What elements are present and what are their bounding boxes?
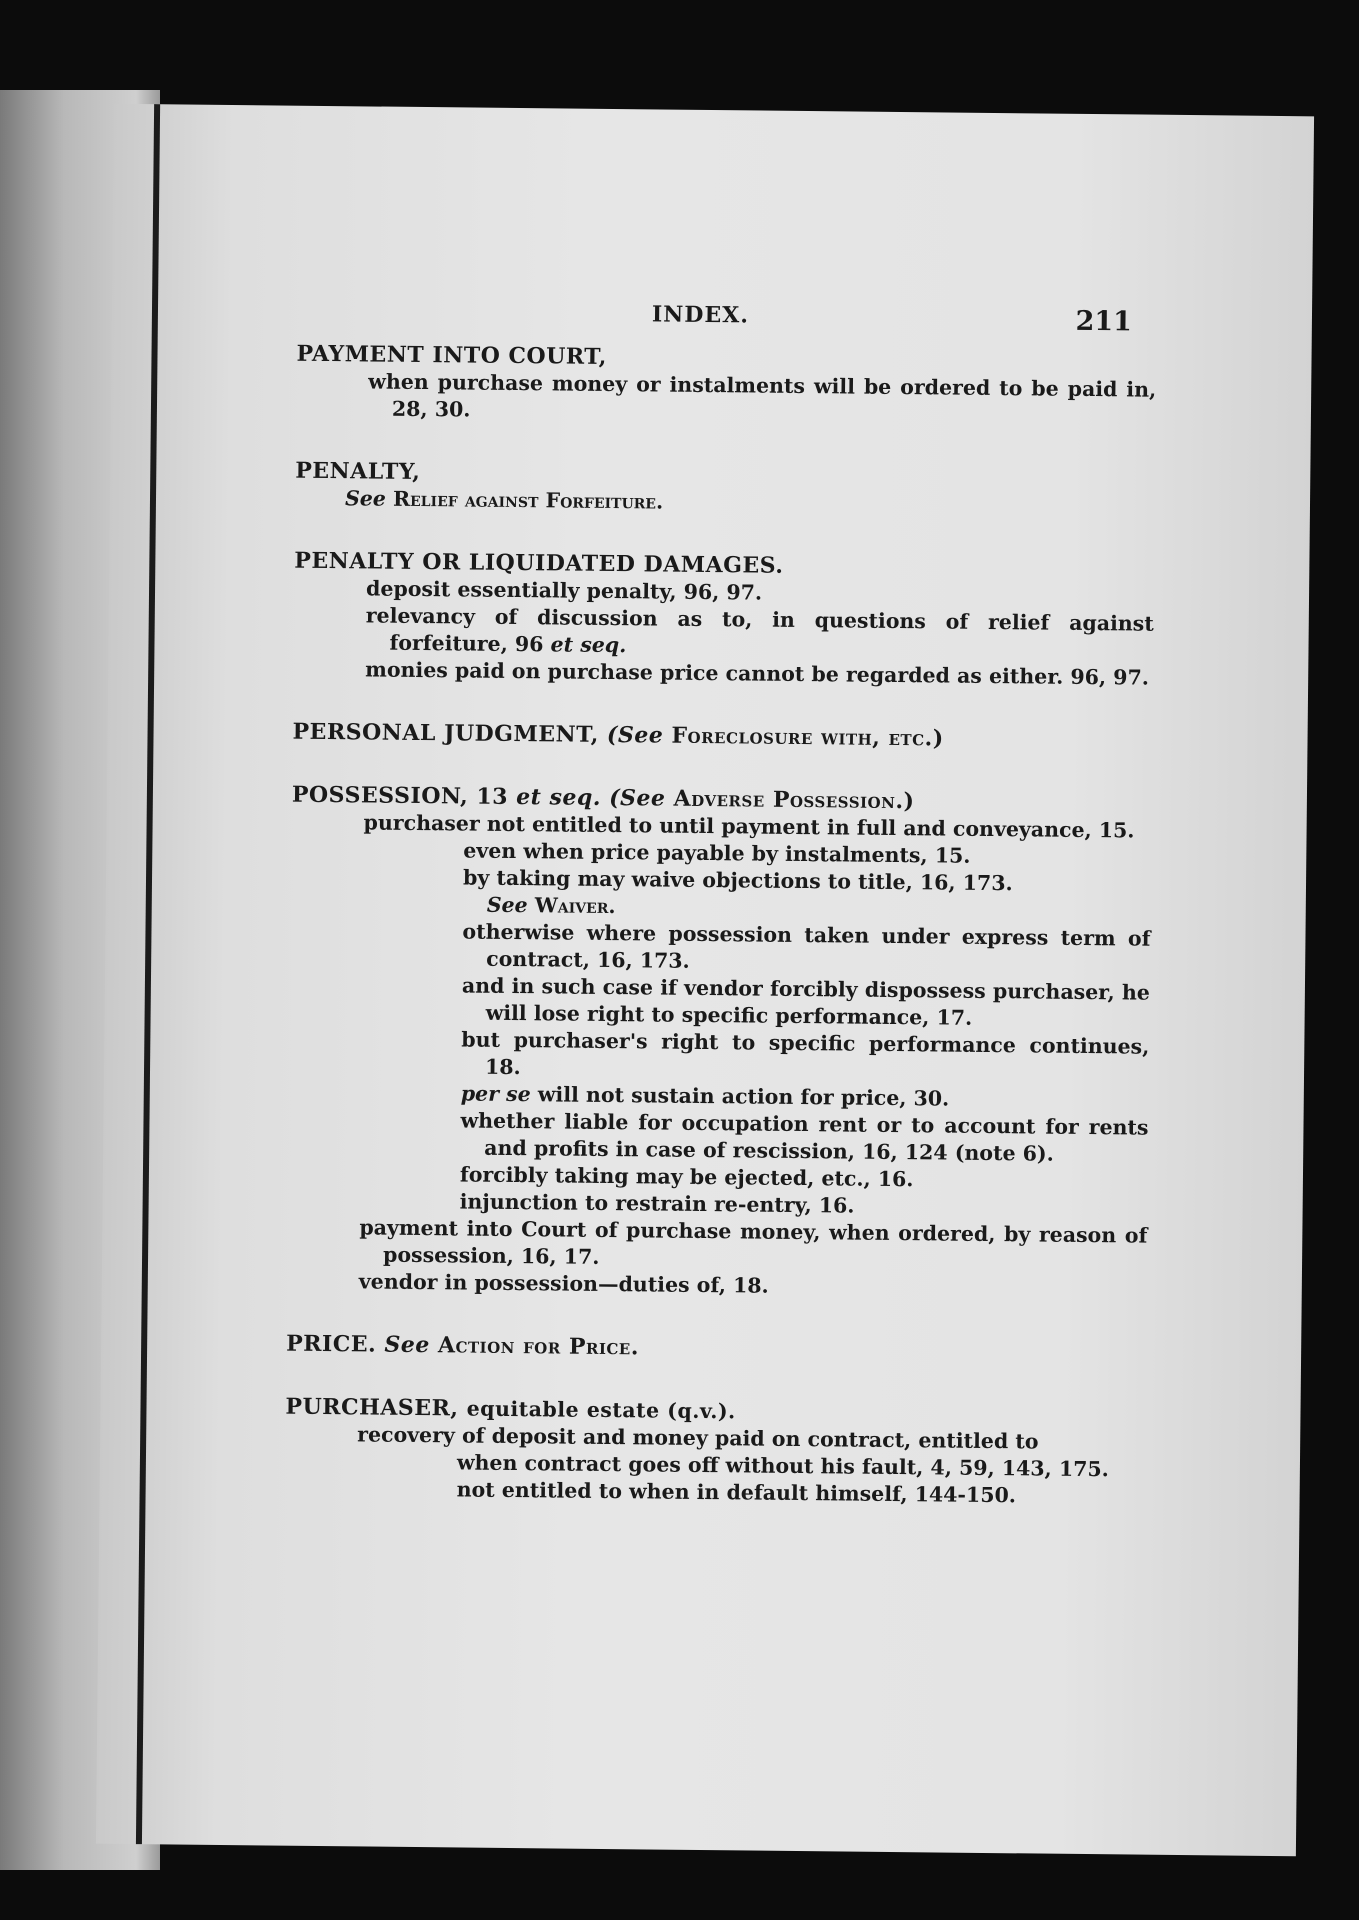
cross-reference-target: Foreclosure with, etc.) bbox=[671, 722, 944, 752]
entry-subline: when purchase money or instalments will be ordered to be paid in, 28, 30. bbox=[368, 369, 1157, 422]
entry-heading bbox=[292, 719, 1152, 755]
entry-heading-text: PRICE. bbox=[286, 1330, 377, 1358]
index-entry-penalty-or-liquidated-damages bbox=[293, 548, 1154, 692]
entry-subline-nested: but purchaser's right to specific performance continues, 18. bbox=[461, 1027, 1150, 1080]
entry-heading-italic: et seq. bbox=[516, 784, 602, 811]
entry-subline-nested: injunction to restrain re-entry, 16. bbox=[459, 1189, 855, 1218]
entry-subline-text: relevancy of discussion as to, in questions of relief against forfeiture, 96 bbox=[365, 603, 1154, 657]
entry-subline-italic: per se bbox=[460, 1081, 531, 1107]
entry-subline-nested: by taking may waive objections to title, 16, 173. bbox=[462, 865, 1013, 896]
entry-subline bbox=[317, 602, 1154, 665]
entry-heading-tail: equitable estate (q.v.). bbox=[466, 1396, 736, 1424]
index-content bbox=[285, 341, 1157, 1511]
page-gutter bbox=[136, 104, 160, 1844]
see-label: (See bbox=[609, 784, 666, 812]
running-title: INDEX. bbox=[651, 301, 750, 329]
entry-subline: recovery of deposit and money paid on contract, entitled to bbox=[357, 1422, 1039, 1454]
cross-reference-target: Action for Price. bbox=[437, 1332, 640, 1361]
cross-reference-target: Relief against Forfeiture. bbox=[392, 486, 664, 514]
entry-subline-nested: and in such case if vendor forcibly dispossess purchaser, he will lose right to specific performance, 17. bbox=[461, 973, 1151, 1030]
entry-subline: deposit essentially penalty, 96, 97. bbox=[365, 576, 763, 605]
page-number: 211 bbox=[1075, 305, 1133, 338]
cross-reference-target: Adverse Possession.) bbox=[673, 785, 915, 815]
entry-heading: PAYMENT INTO COURT, bbox=[296, 340, 608, 370]
entry-heading-text: POSSESSION, 13 bbox=[291, 781, 509, 810]
entry-subline: payment into Court of purchase money, when ordered, by reason of possession, 16, 17. bbox=[359, 1215, 1148, 1269]
entry-heading-text: PURCHASER, bbox=[285, 1393, 459, 1422]
entry-subline-nested: when contract goes off without his fault, 4, 59, 143, 175. bbox=[456, 1450, 1109, 1482]
book-page bbox=[96, 104, 1314, 1856]
index-entry-personal-judgment bbox=[292, 719, 1152, 755]
entry-heading: PENALTY, bbox=[295, 457, 421, 485]
see-label: See bbox=[384, 1331, 430, 1359]
see-label: (See bbox=[606, 721, 664, 749]
entry-subline-italic: et seq. bbox=[550, 632, 627, 658]
cross-reference-target: Waiver. bbox=[534, 893, 616, 919]
entry-subline-text: will not sustain action for price, 30. bbox=[537, 1082, 950, 1111]
entry-subline-nested: even when price payable by instalments, 15. bbox=[463, 838, 971, 868]
index-entry-purchaser bbox=[285, 1394, 1146, 1511]
entry-subline: vendor in possession—duties of, 18. bbox=[358, 1269, 769, 1298]
see-label: See bbox=[486, 892, 528, 918]
entry-heading: PENALTY OR LIQUIDATED DAMAGES. bbox=[294, 547, 784, 579]
entry-subline-nested: whether liable for occupation rent or to account for rents and profits in case of rescission, 16, 124 (note 6). bbox=[460, 1108, 1149, 1166]
entry-heading bbox=[286, 1331, 1146, 1367]
entry-subline-nested: forcibly taking may be ejected, etc., 16. bbox=[459, 1162, 914, 1192]
index-entry-price bbox=[286, 1331, 1146, 1367]
entry-subline: purchaser not entitled to until payment in full and conveyance, 15. bbox=[363, 810, 1135, 843]
index-entry-payment-into-court bbox=[296, 341, 1157, 431]
index-entry-penalty bbox=[295, 458, 1156, 521]
entry-heading-text: PERSONAL JUDGMENT, bbox=[292, 718, 599, 748]
entry-subline-nested: not entitled to when in default himself, 144-150. bbox=[456, 1477, 1017, 1508]
entry-subline: monies paid on purchase price cannot be regarded as either. 96, 97. bbox=[365, 657, 1150, 690]
index-entry-possession bbox=[287, 782, 1152, 1304]
running-head bbox=[172, 296, 1133, 338]
entry-subline-nested: otherwise where possession taken under express term of contract, 16, 173. bbox=[462, 919, 1151, 973]
see-label: See bbox=[344, 486, 387, 511]
